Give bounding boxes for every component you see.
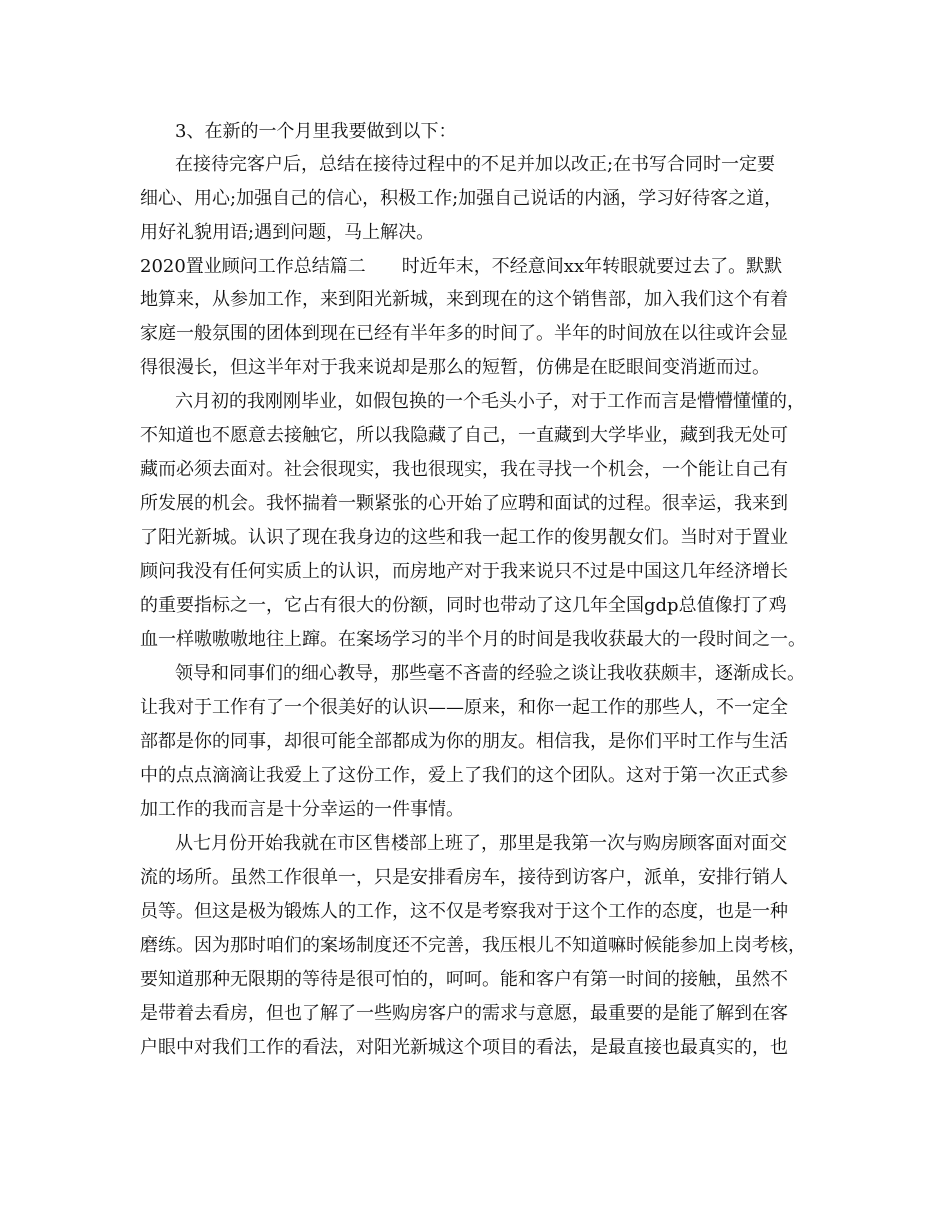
text-line-10: 不知道也不愿意去接触它，所以我隐藏了自己，一直藏到大学毕业，藏到我无处可: [140, 425, 788, 446]
text-line-6: 地算来，从参加工作，来到阳光新城，来到现在的这个销售部，加入我们这个有着: [140, 289, 788, 310]
text-line-24: 员等。但这是极为锻炼人的工作，这不仅是考察我对于这个工作的态度，也是一种: [140, 901, 788, 922]
text-line-15: 的重要指标之一，它占有很大的份额，同时也带动了这几年全国gdp总值像打了鸡: [140, 595, 787, 616]
text-line-22: 从七月份开始我就在市区售楼部上班了，那里是我第一次与购房顾客面对面交: [175, 833, 787, 854]
text-line-8: 得很漫长，但这半年对于我来说却是那么的短暂，仿佛是在眨眼间变消逝而过。: [140, 357, 770, 378]
text-line-18: 让我对于工作有了一个很美好的认识——原来，和你一起工作的那些人，不一定全: [140, 697, 788, 718]
text-line-2: 在接待完客户后，总结在接待过程中的不足并加以改正;在书写合同时一定要: [175, 154, 776, 175]
text-line-16: 血一样嗷嗷嗷地往上蹿。在案场学习的半个月的时间是我收获最大的一段时间之一。: [140, 629, 806, 650]
text-line-19: 部都是你的同事，却很可能全部都成为你的朋友。相信我，是你们平时工作与生活: [140, 731, 788, 752]
text-line-4: 用好礼貌用语;遇到问题，马上解决。: [140, 222, 435, 243]
text-line-23: 流的场所。虽然工作很单一，只是安排看房车，接待到访客户，派单，安排行销人: [140, 867, 788, 888]
text-line-5: 2020置业顾问工作总结篇二 时近年末，不经意间xx年转眼就要过去了。默默: [140, 256, 783, 277]
text-line-17: 领导和同事们的细心教导，那些毫不吝啬的经验之谈让我收获颇丰，逐渐成长。: [175, 663, 805, 684]
text-line-26: 要知道那种无限期的等待是很可怕的，呵呵。能和客户有第一时间的接触，虽然不: [140, 969, 788, 990]
text-line-3: 细心、用心;加强自己的信心，积极工作;加强自己说话的内涵，学习好待客之道，: [140, 188, 783, 209]
text-line-12: 所发展的机会。我怀揣着一颗紧张的心开始了应聘和面试的过程。很幸运，我来到: [140, 493, 788, 514]
text-line-7: 家庭一般氛围的团体到现在已经有半年多的时间了。半年的时间放在以往或许会显: [140, 323, 788, 344]
text-line-28: 户眼中对我们工作的看法，对阳光新城这个项目的看法，是最直接也最真实的，也: [140, 1037, 788, 1058]
text-line-13: 了阳光新城。认识了现在我身边的这些和我一起工作的俊男靓女们。当时对于置业: [140, 527, 788, 548]
text-line-21: 加工作的我而言是十分幸运的一件事情。: [140, 799, 464, 820]
text-line-11: 藏而必须去面对。社会很现实，我也很现实，我在寻找一个机会，一个能让自己有: [140, 459, 788, 480]
text-line-1: 3、在新的一个月里我要做到以下：: [175, 121, 457, 142]
text-line-9: 六月初的我刚刚毕业，如假包换的一个毛头小子，对于工作而言是懵懵懂懂的，: [175, 391, 805, 412]
text-line-27: 是带着去看房，但也了解了一些购房客户的需求与意愿，最重要的是能了解到在客: [140, 1003, 788, 1024]
text-line-14: 顾问我没有任何实质上的认识，而房地产对于我来说只不过是中国这几年经济增长: [140, 561, 788, 582]
text-line-20: 中的点点滴滴让我爱上了这份工作，爱上了我们的这个团队。这对于第一次正式参: [140, 765, 788, 786]
text-line-25: 磨练。因为那时咱们的案场制度还不完善，我压根儿不知道嘛时候能参加上岗考核，: [140, 935, 806, 956]
